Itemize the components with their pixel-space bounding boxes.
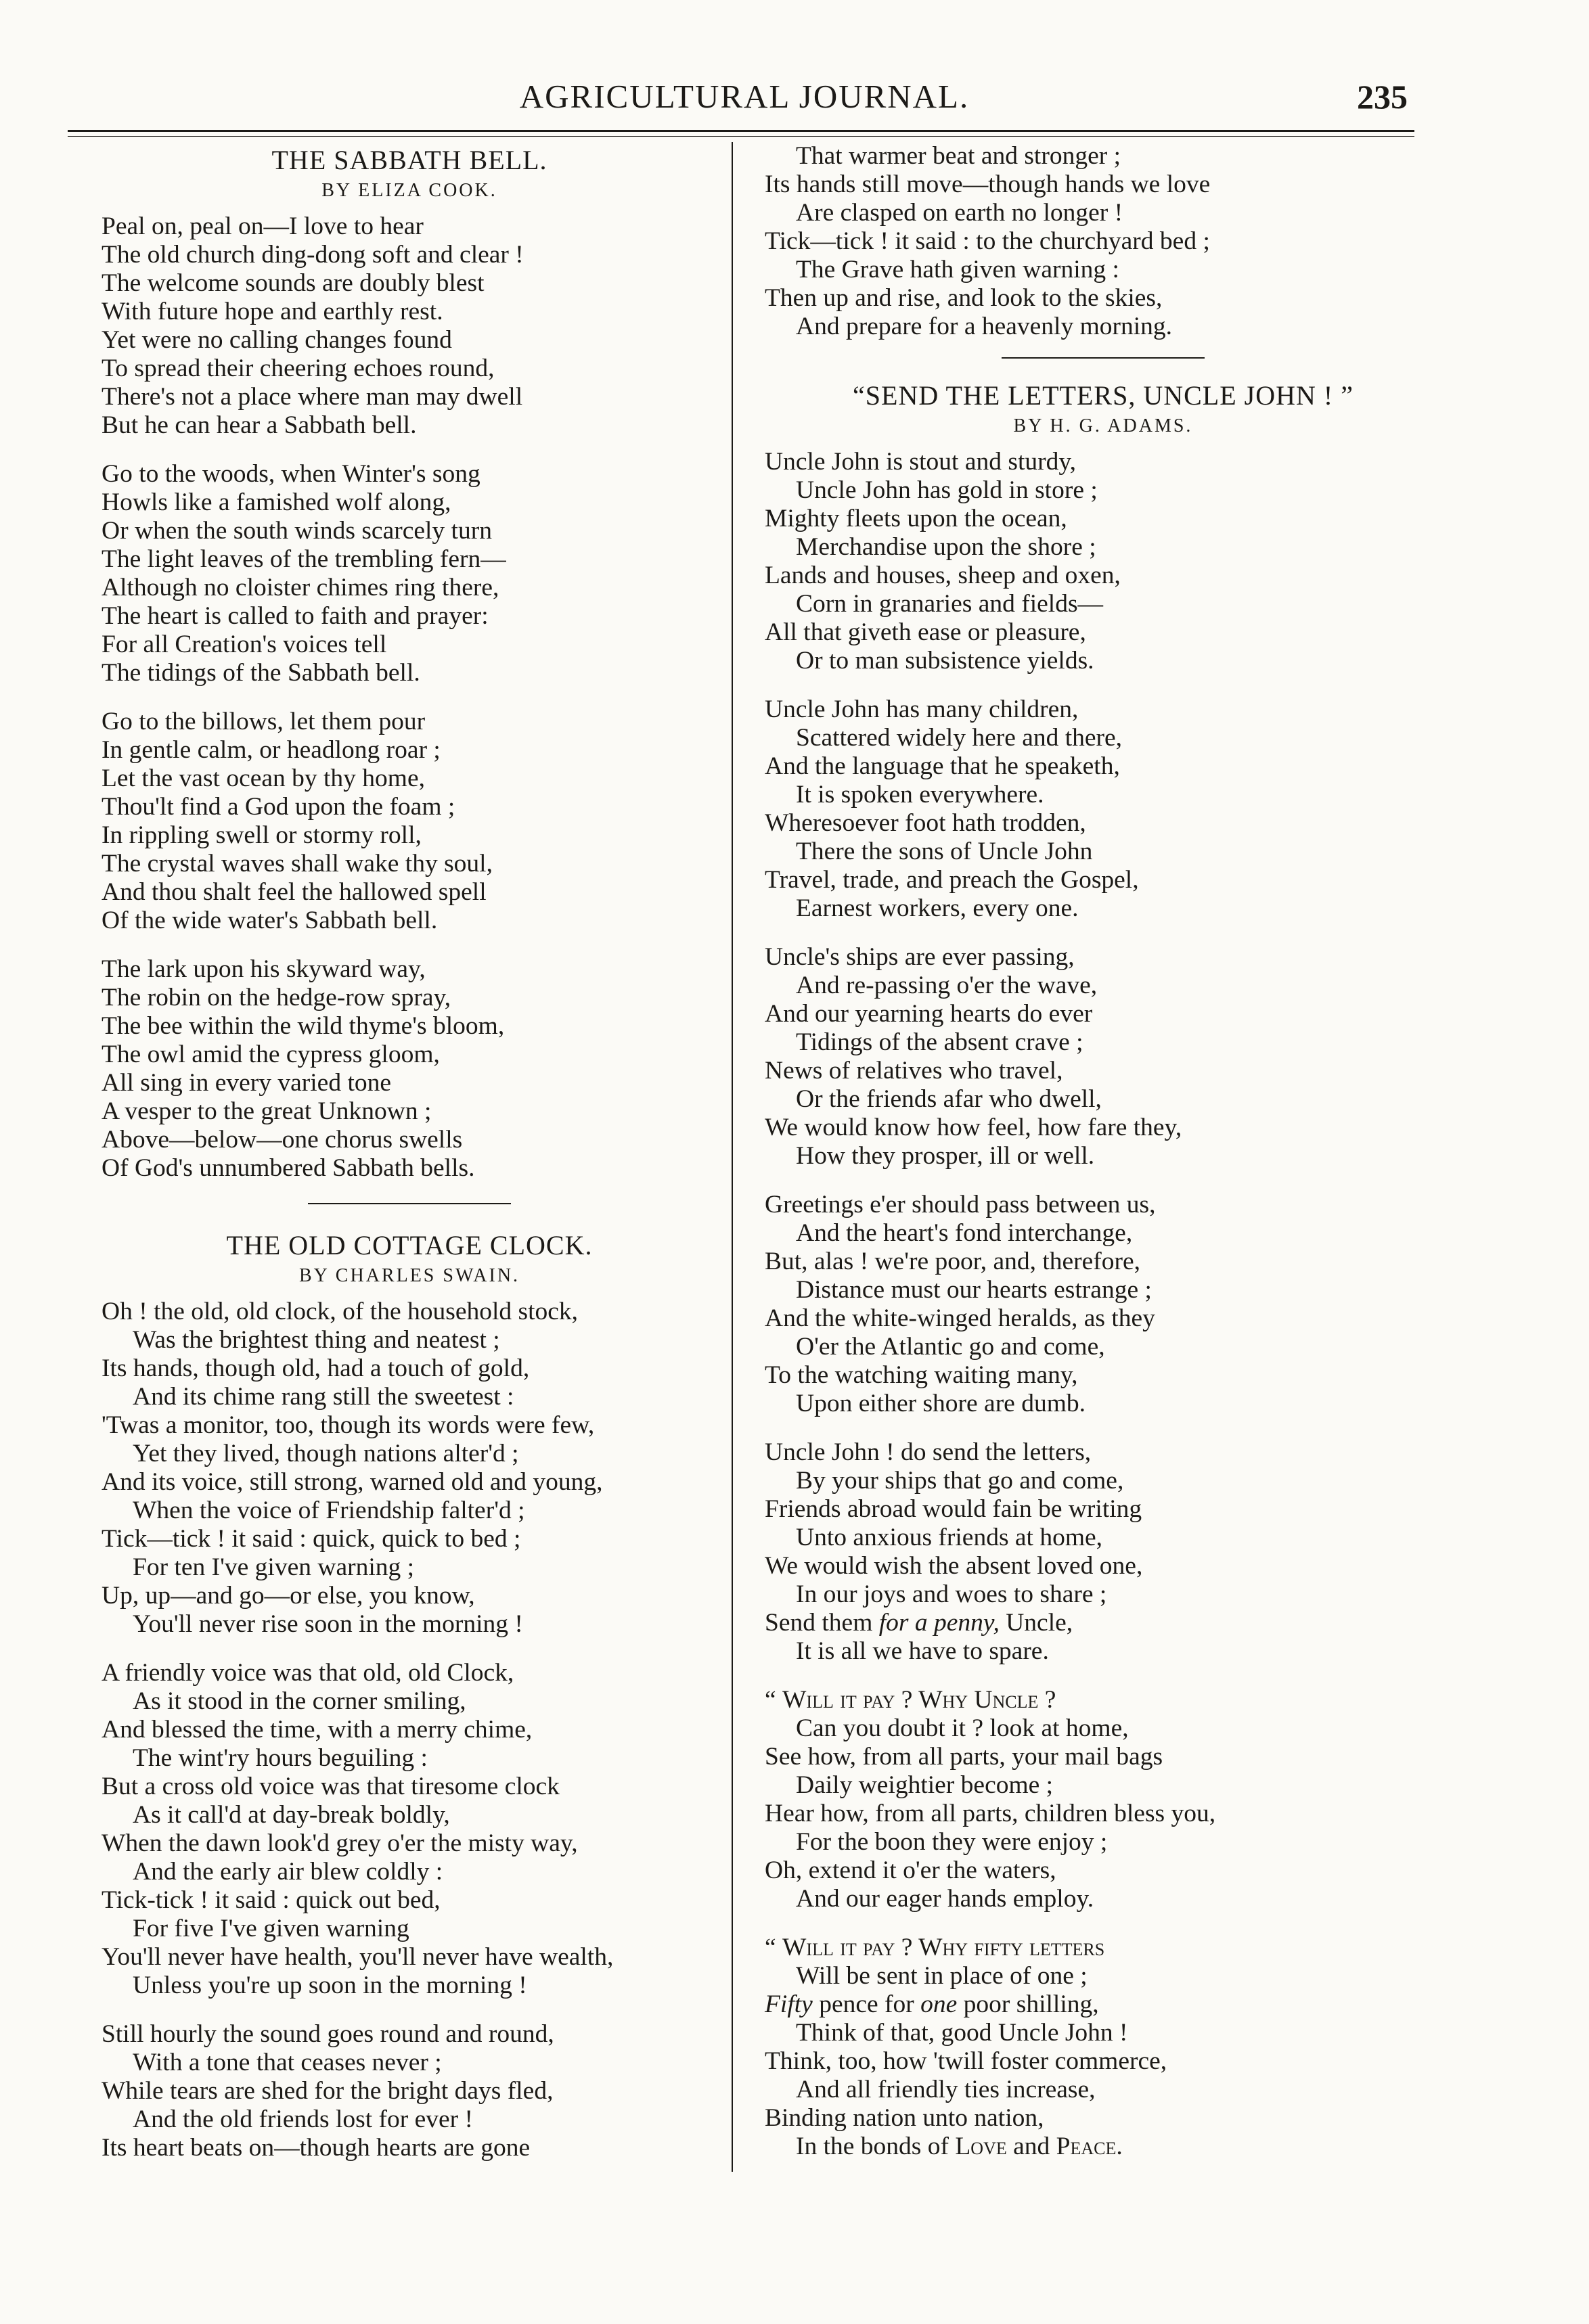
poem-line: And blessed the time, with a merry chime, xyxy=(102,1716,533,1744)
inline-text: Uncle, xyxy=(999,1609,1073,1637)
poem-line: Uncle John has gold in store ; xyxy=(796,476,1098,504)
poem-line: And all friendly ties increase, xyxy=(796,2076,1096,2103)
inline-text: Will it pay ? Why fifty letters xyxy=(782,1934,1105,1961)
poem-line: We would know how feel, how fare they, xyxy=(765,1114,1182,1141)
poem-line: For the boon they were enjoy ; xyxy=(796,1828,1108,1856)
poem-line: By your ships that go and come, xyxy=(796,1467,1124,1495)
poem-line: Uncle John ! do send the letters, xyxy=(765,1438,1092,1466)
stanza xyxy=(102,460,717,687)
poem-line xyxy=(765,2133,1441,2161)
poem-line: Distance must our hearts estrange ; xyxy=(796,1276,1152,1304)
poem-line: Oh ! the old, old clock, of the household stock, xyxy=(102,1298,579,1325)
poem-line: Think of that, good Uncle John ! xyxy=(796,2019,1128,2047)
poem-line: Its hands still move—though hands we love xyxy=(765,170,1211,198)
stanza xyxy=(102,708,717,935)
poem-body xyxy=(102,212,717,1183)
poem-line: Wheresoever foot hath trodden, xyxy=(765,809,1086,837)
poem-line: Or the friends afar who dwell, xyxy=(796,1085,1102,1113)
poem-author: BY H. G. ADAMS. xyxy=(1013,415,1193,436)
poem-line: Tick—tick ! it said : to the churchyard bed ; xyxy=(765,227,1210,255)
poem-line: And thou shalt feel the hallowed spell xyxy=(102,878,487,906)
inline-text: one xyxy=(920,1990,958,2018)
poem-line: All sing in every varied tone xyxy=(102,1069,392,1097)
poem-line: The robin on the hedge-row spray, xyxy=(102,984,451,1011)
poem-line: When the voice of Friendship falter'd ; xyxy=(133,1497,525,1524)
poem-line: Daily weightier become ; xyxy=(796,1771,1054,1799)
poem-line: Howls like a famished wolf along, xyxy=(102,488,451,516)
poem-line: It is spoken everywhere. xyxy=(796,781,1044,808)
poem-line xyxy=(765,1990,1441,2019)
poem-line: There the sons of Uncle John xyxy=(796,838,1093,865)
poem-author: BY CHARLES SWAIN. xyxy=(298,1265,520,1286)
poem-line: The bee within the wild thyme's bloom, xyxy=(102,1012,505,1040)
poem-line: Mighty fleets upon the ocean, xyxy=(765,505,1067,532)
poem-line: Up, up—and go—or else, you know, xyxy=(102,1582,475,1610)
poem-line: As it stood in the corner smiling, xyxy=(133,1687,466,1715)
poem-line: News of relatives who travel, xyxy=(765,1057,1063,1085)
poem-line: In our joys and woes to share ; xyxy=(796,1580,1107,1608)
poem-line: The Grave hath given warning : xyxy=(796,256,1119,283)
poem-line: It is all we have to spare. xyxy=(796,1637,1049,1665)
poem-line: In rippling swell or stormy roll, xyxy=(102,821,422,849)
stanza xyxy=(102,1298,717,1639)
poem-line: When the dawn look'd grey o'er the misty way, xyxy=(102,1829,578,1857)
poem-line: You'll never have health, you'll never have wealth, xyxy=(102,1943,614,1971)
poem-line: Tidings of the absent crave ; xyxy=(796,1028,1083,1056)
poem-line: How they prosper, ill or well. xyxy=(796,1142,1095,1170)
poem-line: Greetings e'er should pass between us, xyxy=(765,1191,1156,1218)
poem-line: Unless you're up soon in the morning ! xyxy=(133,1972,527,1999)
poem-line: Lands and houses, sheep and oxen, xyxy=(765,562,1121,589)
poem-line: To the watching waiting many, xyxy=(765,1361,1078,1389)
right-column xyxy=(765,142,1441,2181)
poem-body xyxy=(102,1298,717,2162)
stanza xyxy=(765,696,1441,923)
poem-line: Thou'lt find a God upon the foam ; xyxy=(102,793,455,821)
poem-line: Merchandise upon the shore ; xyxy=(796,533,1096,561)
poem-line: 'Twas a monitor, too, though its words were few, xyxy=(102,1411,595,1439)
poem-line: For five I've given warning xyxy=(133,1915,409,1942)
poem-line: And the old friends lost for ever ! xyxy=(133,2105,473,2133)
poem-line: We would wish the absent loved one, xyxy=(765,1552,1143,1580)
stanza xyxy=(102,212,717,440)
poem-line: “ Will it pay ? Why Uncle ? xyxy=(765,1686,1056,1714)
journal-title: AGRICULTURAL JOURNAL. xyxy=(519,78,970,115)
poem-line: Or when the south winds scarcely turn xyxy=(102,517,492,545)
left-column xyxy=(102,143,717,2183)
poem-line: The wint'ry hours beguiling : xyxy=(133,1744,428,1772)
poem-line: Tick—tick ! it said : quick, quick to bed ; xyxy=(102,1525,521,1553)
poem-line: A vesper to the great Unknown ; xyxy=(102,1097,432,1125)
inline-text: for a penny, xyxy=(878,1609,1000,1637)
poem-line: Still hourly the sound goes round and round, xyxy=(102,2020,554,2048)
stanza xyxy=(765,448,1441,675)
poem-line: Binding nation unto nation, xyxy=(765,2104,1044,2132)
poem-line: For all Creation's voices tell xyxy=(102,631,387,658)
poem-line: For ten I've given warning ; xyxy=(133,1553,415,1581)
poem-line: The old church ding-dong soft and clear ! xyxy=(102,241,524,269)
poem-line: And the early air blew coldly : xyxy=(133,1858,443,1886)
poem-line: There's not a place where man may dwell xyxy=(102,383,523,411)
poem-line: Although no cloister chimes ring there, xyxy=(102,574,499,601)
page-number: 235 xyxy=(1357,78,1408,116)
poem-line: Think, too, how 'twill foster commerce, xyxy=(765,2047,1167,2075)
poem-line: Yet were no calling changes found xyxy=(102,326,452,354)
poem-line: Travel, trade, and preach the Gospel, xyxy=(765,866,1139,894)
inline-text: Will it pay ? Why Uncle ? xyxy=(782,1686,1056,1714)
poem-line: Then up and rise, and look to the skies, xyxy=(765,284,1163,312)
poem-line: Will be sent in place of one ; xyxy=(796,1962,1088,1990)
poem-line: Unto anxious friends at home, xyxy=(796,1524,1103,1551)
poem-line: And prepare for a heavenly morning. xyxy=(796,313,1173,340)
poem-line: The light leaves of the trembling fern— xyxy=(102,545,506,573)
poem-line: The tidings of the Sabbath bell. xyxy=(102,659,420,687)
inline-text: pence for xyxy=(812,1990,921,2018)
poem-line: Uncle's ships are ever passing, xyxy=(765,943,1075,971)
poem-line: Are clasped on earth no longer ! xyxy=(796,199,1123,227)
poem-line: All that giveth ease or pleasure, xyxy=(765,618,1086,646)
poem-line: To spread their cheering echoes round, xyxy=(102,355,495,382)
poem-line: Of the wide water's Sabbath bell. xyxy=(102,907,438,934)
poem-line: The heart is called to faith and prayer: xyxy=(102,602,489,630)
poem-line: Or to man subsistence yields. xyxy=(796,647,1094,675)
poem-line: Earnest workers, every one. xyxy=(796,894,1079,922)
poem-line: As it call'd at day-break boldly, xyxy=(133,1801,450,1829)
stanza xyxy=(102,2020,717,2162)
poem-sabbath-bell xyxy=(102,143,717,1183)
poem-line: Uncle John has many children, xyxy=(765,696,1079,723)
poem-line: A friendly voice was that old, old Clock, xyxy=(102,1659,514,1687)
poem-line: In gentle calm, or headlong roar ; xyxy=(102,736,441,764)
inline-text: poor shilling, xyxy=(957,1990,1099,2018)
stanza xyxy=(765,1438,1441,1666)
poem-line: The lark upon his skyward way, xyxy=(102,955,426,983)
section-rule xyxy=(308,1203,511,1204)
poem-line: The welcome sounds are doubly blest xyxy=(102,269,485,297)
poem-line: You'll never rise soon in the morning ! xyxy=(133,1610,523,1638)
stanza xyxy=(102,1659,717,2000)
stanza xyxy=(765,1191,1441,1418)
poem-line: Above—below—one chorus swells xyxy=(102,1126,463,1154)
header-rule-thin xyxy=(68,136,1414,137)
inline-text: Send them xyxy=(765,1609,879,1637)
poem-send-the-letters xyxy=(765,379,1441,2161)
stanza xyxy=(765,943,1441,1170)
poem-line: But, alas ! we're poor, and, therefore, xyxy=(765,1248,1141,1275)
poem-line: Tick-tick ! it said : quick out bed, xyxy=(102,1886,441,1914)
poem-line: Oh, extend it o'er the waters, xyxy=(765,1856,1056,1884)
poem-line: The owl amid the cypress gloom, xyxy=(102,1041,440,1068)
poem-line: Can you doubt it ? look at home, xyxy=(796,1714,1129,1742)
poem-line: Upon either shore are dumb. xyxy=(796,1390,1086,1417)
inline-text: Fifty xyxy=(765,1990,813,2018)
poem-line: Uncle John is stout and sturdy, xyxy=(765,448,1077,476)
poem-title: THE OLD COTTAGE CLOCK. xyxy=(226,1230,593,1260)
poem-old-cottage-clock xyxy=(102,1229,717,2162)
poem-continuation xyxy=(765,142,1441,341)
column-divider xyxy=(732,142,733,2172)
poem-line: And its chime rang still the sweetest : xyxy=(133,1383,514,1411)
poem-line: And our yearning hearts do ever xyxy=(765,1000,1093,1028)
poem-line: And the heart's fond interchange, xyxy=(796,1219,1133,1247)
poem-line: And the white-winged heralds, as they xyxy=(765,1304,1155,1332)
poem-line: And the language that he speaketh, xyxy=(765,752,1120,780)
poem-line: That warmer beat and stronger ; xyxy=(796,142,1121,170)
poem-line: Yet they lived, though nations alter'd ; xyxy=(133,1440,519,1467)
poem-line: The crystal waves shall wake thy soul, xyxy=(102,850,493,878)
poem-line: Its hands, though old, had a touch of gold, xyxy=(102,1354,530,1382)
poem-line: Friends abroad would fain be writing xyxy=(765,1495,1142,1523)
header-rule xyxy=(68,130,1414,132)
poem-line: Its heart beats on—though hearts are gone xyxy=(102,2134,531,2162)
inline-text: In the bonds of xyxy=(796,2133,956,2160)
poem-author: BY ELIZA COOK. xyxy=(321,180,497,201)
poem-line: While tears are shed for the bright days fled, xyxy=(102,2077,554,2105)
poem-line: Go to the woods, when Winter's song xyxy=(102,460,480,488)
inline-text: Love xyxy=(955,2133,1007,2160)
poem-line: Of God's unnumbered Sabbath bells. xyxy=(102,1154,475,1182)
poem-line: Peal on, peal on—I love to hear xyxy=(102,212,424,240)
poem-line: And our eager hands employ. xyxy=(796,1885,1094,1913)
poem-line: With future hope and earthly rest. xyxy=(102,298,443,325)
poem-line: But he can hear a Sabbath bell. xyxy=(102,411,417,439)
poem-line: And its voice, still strong, warned old and young, xyxy=(102,1468,603,1496)
inline-text: and xyxy=(1006,2133,1056,2160)
poem-line: With a tone that ceases never ; xyxy=(133,2049,442,2076)
poem-line xyxy=(765,1609,1441,1637)
stanza xyxy=(765,1686,1441,1913)
page-header xyxy=(68,73,1421,120)
poem-line: And re-passing o'er the wave, xyxy=(796,972,1098,999)
poem-line: “ Will it pay ? Why fifty letters xyxy=(765,1934,1105,1961)
stanza xyxy=(102,955,717,1183)
poem-title: THE SABBATH BELL. xyxy=(271,145,547,175)
section-rule xyxy=(1002,357,1205,359)
poem-line: O'er the Atlantic go and come, xyxy=(796,1333,1105,1361)
poem-line: But a cross old voice was that tiresome clock xyxy=(102,1773,560,1800)
poem-body xyxy=(765,448,1441,2161)
poem-title: “SEND THE LETTERS, UNCLE JOHN ! ” xyxy=(853,380,1353,411)
poem-line: See how, from all parts, your mail bags xyxy=(765,1743,1163,1771)
poem-line: Let the vast ocean by thy home, xyxy=(102,765,425,792)
poem-line: Scattered widely here and there, xyxy=(796,724,1123,752)
poem-line: Was the brightest thing and neatest ; xyxy=(133,1326,500,1354)
inline-text: . xyxy=(1116,2133,1123,2160)
poem-line: Go to the billows, let them pour xyxy=(102,708,426,735)
poem-line: Corn in granaries and fields— xyxy=(796,590,1104,618)
inline-text: Peace xyxy=(1056,2133,1117,2160)
poem-line: Hear how, from all parts, children bless you, xyxy=(765,1800,1216,1827)
stanza xyxy=(765,1934,1441,2161)
